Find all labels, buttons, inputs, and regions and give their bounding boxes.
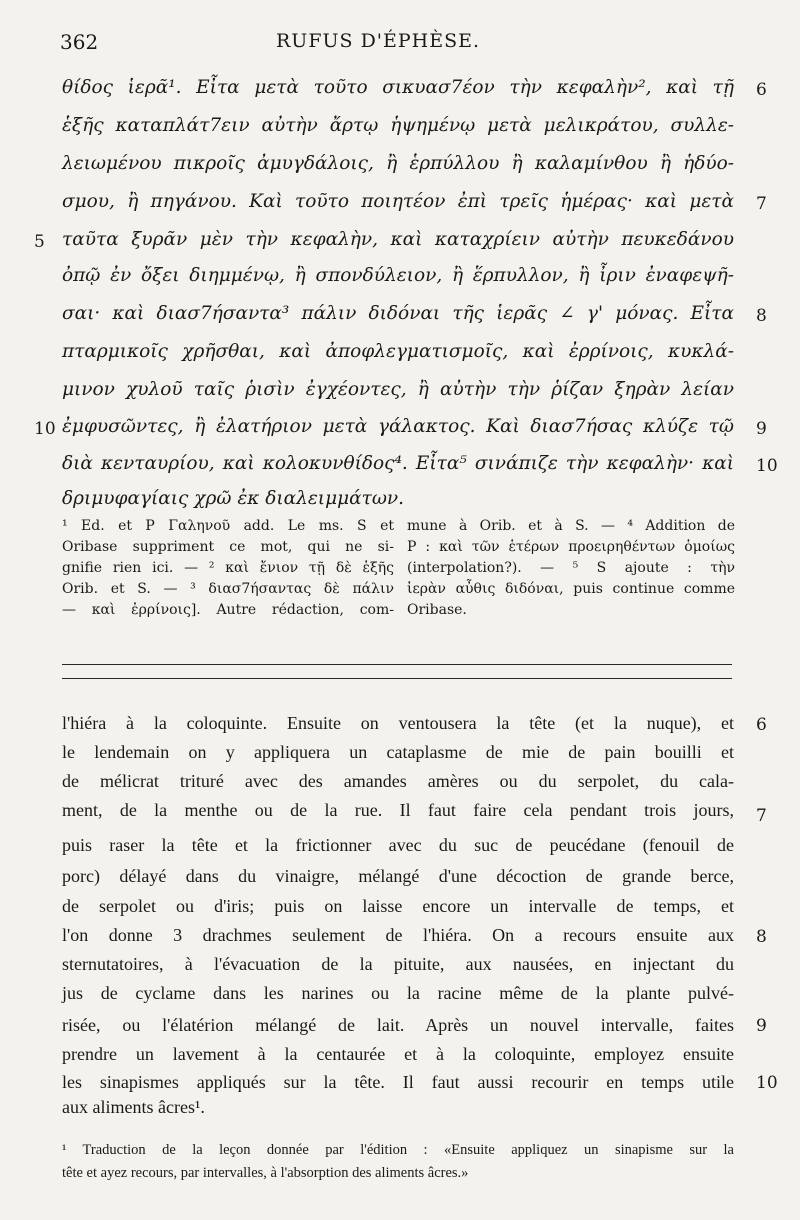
running-title: RUFUS D'ÉPHÈSE. xyxy=(276,30,481,52)
line-number-left: 10 xyxy=(34,419,56,439)
section-number: 7 xyxy=(756,806,767,826)
greek-line: σμου, ἢ πηγάνου. Καὶ τοῦτο ποιητέον ἐπὶ τρεῖς ἡμέρας· καὶ μετὰ xyxy=(62,191,734,212)
line-number-left: 5 xyxy=(34,232,45,252)
greek-line: θίδος ἱερᾶ¹. Εἶτα μετὰ τοῦτο σικυασ7έον τὴν κεφαλὴν², καὶ τῇ xyxy=(62,77,734,98)
greek-line: ταῦτα ξυρᾶν μὲν τὴν κεφαλὴν, καὶ καταχρίειν αὐτὴν πευκεδάνου xyxy=(62,229,734,250)
greek-line: ὀπῷ ἐν ὄξει διημμένῳ, ἢ σπονδύλειον, ἢ ἕρπυλλον, ἢ ἶριν ἐναφεψῆ- xyxy=(62,265,734,286)
section-number: 10 xyxy=(756,456,778,476)
french-line: risée, ou l'élatérion mélangé de lait. Après un nouvel intervalle, faites xyxy=(62,1015,734,1035)
greek-line: δριμυφαγίαις χρῶ ἐκ διαλειμμάτων. xyxy=(62,488,405,509)
footnote-line: gnifie rien ici. — ² καὶ ἔνιον τῇ δὲ ἑξῆς xyxy=(62,560,394,576)
french-line: ment, de la menthe ou de la rue. Il faut faire cela pendant trois jours, xyxy=(62,800,734,820)
french-line: les sinapismes appliqués sur la tête. Il faut aussi recourir en temps utile xyxy=(62,1072,734,1092)
french-line: de serpolet ou d'iris; puis on laisse encore un intervalle de temps, et xyxy=(62,896,734,916)
footnote-line: Oribase suppriment ce mot, qui ne si- xyxy=(62,539,394,555)
page-number: 362 xyxy=(60,30,99,54)
french-line: le lendemain on y appliquera un cataplasme de mie de pain bouilli et xyxy=(62,742,734,762)
french-line: aux aliments âcres¹. xyxy=(62,1097,205,1117)
greek-line: πταρμικοῖς χρῆσθαι, καὶ ἀποφλεγματισμοῖς, καὶ ἐρρίνοις, κυκλά- xyxy=(62,341,734,362)
section-number: 10 xyxy=(756,1073,778,1093)
greek-line: μινον χυλοῦ ταῖς ῥισὶν ἐγχέοντες, ἢ αὐτὴν τὴν ῥίζαν ξηρὰν λείαν xyxy=(62,379,734,400)
greek-line: διὰ κενταυρίου, καὶ κολοκυνθίδος⁴. Εἶτα⁵ σινάπιζε τὴν κεφαλὴν· καὶ xyxy=(62,453,734,474)
french-line: jus de cyclame dans les narines ou la racine même de la plante pulvé- xyxy=(62,983,734,1003)
section-number: 6 xyxy=(756,715,767,735)
french-line: prendre un lavement à la centaurée et à la coloquinte, employez ensuite xyxy=(62,1044,734,1064)
section-number: 9 xyxy=(756,419,767,439)
french-line: sternutatoires, à l'évacuation de la pituite, aux nausées, en injectant du xyxy=(62,954,734,974)
section-number: 6 xyxy=(756,80,767,100)
footnotes-left-column xyxy=(62,516,394,621)
french-line: puis raser la tête et la frictionner avec du suc de peucédane (fenouil de xyxy=(62,835,734,855)
footnote-line: ¹ Ed. et P Γαληνοῦ add. Le ms. S et xyxy=(62,518,394,534)
divider-rule xyxy=(62,678,732,679)
section-number: 9 xyxy=(756,1016,767,1036)
french-footnote-line: ¹ Traduction de la leçon donnée par l'édition : «Ensuite appliquez un sinapisme sur la xyxy=(62,1142,734,1158)
footnote-line: — καὶ ἐρρίνοις]. Autre rédaction, com- xyxy=(62,602,394,618)
divider-rule xyxy=(62,664,732,665)
greek-line: ἑξῆς καταπλάτ7ειν αὐτὴν ἄρτῳ ἡψημένῳ μετὰ μελικράτου, συλλε- xyxy=(62,115,734,136)
section-number: 8 xyxy=(756,306,767,326)
footnote-line: Oribase. xyxy=(407,602,467,618)
french-line: de mélicrat trituré avec des amandes amères ou du serpolet, du cala- xyxy=(62,771,734,791)
footnote-line: mune à Orib. et à S. — ⁴ Addition de xyxy=(407,518,735,534)
french-footnote-line: tête et ayez recours, par intervalles, à l'absorption des aliments âcres.» xyxy=(62,1165,469,1181)
greek-line: ἐμφυσῶντες, ἢ ἐλατήριον μετὰ γάλακτος. Καὶ διασ7ήσας κλύζε τῷ xyxy=(62,416,734,437)
footnote-line: Orib. et S. — ³ διασ7ήσαντας δὲ πάλιν xyxy=(62,581,394,597)
greek-line: σαι· καὶ διασ7ήσαντα³ πάλιν διδόναι τῆς ἱερᾶς ∠ γ' μόνας. Εἶτα xyxy=(62,303,734,324)
section-number: 8 xyxy=(756,927,767,947)
french-line: l'hiéra à la coloquinte. Ensuite on ventousera la tête (et la nuque), et xyxy=(62,713,734,733)
footnote-line: (interpolation?). — ⁵ S ajoute : τὴν xyxy=(407,560,735,576)
footnote-line: P : καὶ τῶν ἑτέρων προειρηθέντων ὁμοίως xyxy=(407,539,735,555)
french-line: porc) délayé dans du vinaigre, mélangé d'une décoction de grande berce, xyxy=(62,866,734,886)
footnote-line: ἱερὰν αὖθις διδόναι, puis continue comme xyxy=(407,581,735,597)
french-line: l'on donne 3 drachmes seulement de l'hiéra. On a recours ensuite aux xyxy=(62,925,734,945)
section-number: 7 xyxy=(756,194,767,214)
greek-line: λειωμένου πικροῖς ἀμυγδάλοις, ἢ ἑρπύλλου ἢ καλαμίνθου ἢ ἡδύο- xyxy=(62,153,734,174)
footnotes-right-column xyxy=(407,516,735,621)
